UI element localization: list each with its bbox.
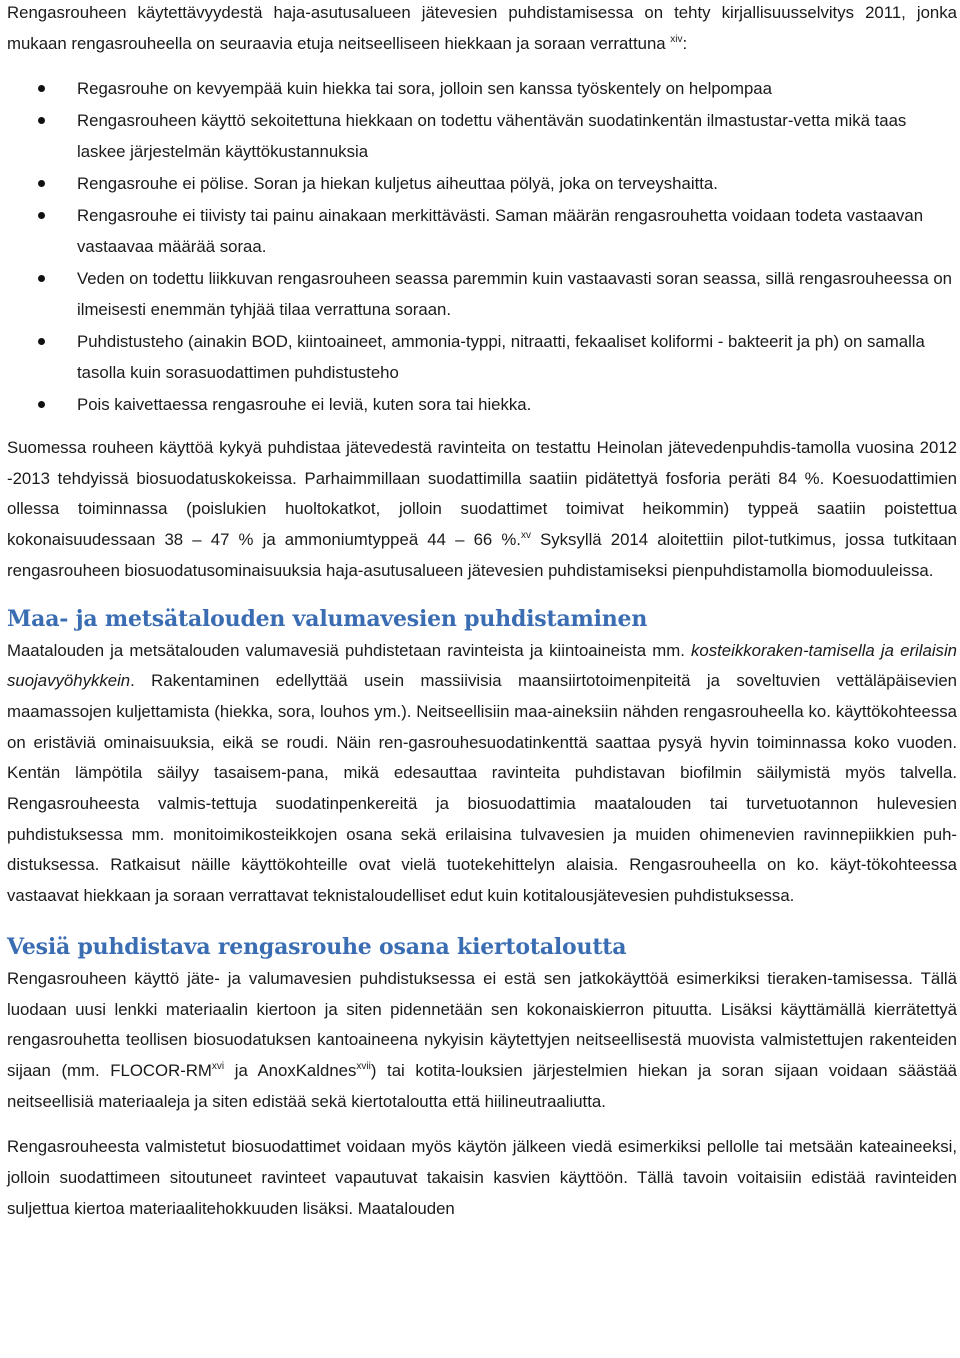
list-item — [7, 73, 957, 104]
list-item-text: Pois kaivettaessa rengasrouhe ei leviä, kuten sora tai hiekka. — [77, 395, 532, 414]
list-item-text: Veden on todettu liikkuvan rengasrouheen seassa paremmin kuin vastaavasti soran seassa, sillä rengasrouheessa on ilmeisesti enemmän tyhjää tilaa verrattuna soraan. — [77, 269, 953, 319]
bullet-icon — [38, 401, 45, 408]
list-item — [7, 389, 957, 420]
list-item-text: Rengasrouhe ei tiivisty tai painu ainakaan merkittävästi. Saman määrän rengasrouhetta voidaan todeta vastaavan vastaavaa määrää soraa. — [77, 206, 924, 256]
kierto-text-a: Rengasrouheen käyttö jäte- ja valumavesien puhdistuksessa ei estä sen jatkokäyttöä esimerkiksi tieraken-tamisessa. Tällä luodaan uusi lenkki materiaalin kiertoon ja siten pidennetään sen kokonaiskierron pituutta. Lisäksi käyttämällä kierrätettyä rengasrouhetta teollisen biosuodatuksen kantoaineena nykyisin käytettyjen neitseellisestä muovista valmistettujen rakenteiden sijaan (mm. FLOCOR-RM — [7, 968, 957, 1080]
bullet-icon — [38, 212, 45, 219]
list-item-text: Rengasrouhe ei pölise. Soran ja hiekan kuljetus aiheuttaa pölyä, joka on terveyshaitta. — [77, 174, 718, 193]
list-item — [7, 168, 957, 199]
list-item-text: Puhdistusteho (ainakin BOD, kiintoaineet, ammonia-typpi, nitraatti, fekaaliset koliformi - bakteerit ja ph) on samalla tasolla kuin sorasuodattimen puhdistusteho — [77, 332, 925, 382]
list-item — [7, 200, 957, 262]
heinola-paragraph — [7, 433, 957, 587]
list-item — [7, 326, 957, 388]
intro-paragraph — [7, 0, 957, 59]
valuma-text-italic: kosteikkoraken-tamisella ja erilaisin suojavyöhykkein — [7, 640, 958, 691]
kierto-paragraph — [7, 964, 957, 1118]
footnote-ref-xiv[interactable]: xiv — [670, 33, 683, 45]
heading-kiertotalous: Vesiä puhdistava rengasrouhe osana kiertotaloutta — [7, 933, 627, 960]
final-paragraph: Rengasrouheesta valmistetut biosuodattimet voidaan myös käytön jälkeen viedä esimerkiksi pellolle tai metsään kateaineeksi, jolloin suodattimeen sitoutuneet ravinteet vapautuvat takaisin kasvien käyttöön. Tällä tavoin voitaisiin edistää ravinteiden suljettua kiertoa materiaalitehokkuuden lisäksi. Maatalouden — [7, 1137, 957, 1218]
valuma-text-b: . Rakentaminen edellyttää usein massiivisia maansiirtotoimenpiteitä ja soveltuvien vettäläpäisevien maamassojen kuljettamista (hiekka, sora, louhos ym.). Neitseellisiin maa-aineksiin nähden rengasrouheella ko. käyttökohteessa on eristäviä ominaisuuksia, eikä se roudi. Näin ren-gasrouhesuodatinkenttä saattaa pysyä hyvin toiminnassa koko vuoden. Kentän lämpötila säilyy tasaisem-pana, mikä edesauttaa ravinteita puhdistavan biofilmin säilymistä myös talvella. Rengasrouheesta valmis-tettuja suodatinpenkereitä ja biosuodattimia maatalouden tai turvetuotannon hulevesien puhdistuksessa mm. monitoimikosteikkojen osana sekä erilaisina tulvavesien ja muiden ohimenevien ravinnepiikkien puh-distuksessa. Ratkaisut näille käyttökohteille ovat vielä tuotekehittelyn alaisia. Rengasrouheella on ko. käyt-tökohteessa vastaavat hiekkaan ja soraan verrattavat teknistaloudelliset edut kuin kotitalousjätevesien puhdistuksessa. — [7, 671, 957, 906]
bullet-icon — [38, 85, 45, 92]
intro-text: Rengasrouheen käytettävyydestä haja-asutusalueen jätevesien puhdistamisessa on tehty kirjallisuusselvitys 2011, jonka mukaan rengasrouheella on seuraavia etuja neitseelliseen hiekkaan ja soraan verrattuna — [7, 3, 957, 53]
bullet-icon — [38, 275, 45, 282]
valuma-text-a: Maatalouden ja metsätalouden valumavesiä puhdistetaan ravinteista ja kiintoaineista mm. — [7, 640, 692, 660]
kierto-text-c: ) tai kotita-louksien järjestelmien hiekan ja soran sijaan voidaan säästää neitseellisiä materiaaleja ja siten edistää sekä kiertotaloutta että hiilineutraaliutta. — [7, 1060, 957, 1111]
footnote-ref-xv[interactable]: xv — [520, 530, 531, 542]
kierto-text-b: ja AnoxKaldnes — [224, 1060, 357, 1080]
heading-valumavedet: Maa- ja metsätalouden valumavesien puhdistaminen — [7, 605, 648, 632]
bullet-icon — [38, 117, 45, 124]
list-item-text: Rengasrouheen käyttö sekoitettuna hiekkaan on todettu vähentävän suodatinkentän ilmastustar-vetta mikä taas laskee järjestelmän käyttökustannuksia — [77, 111, 907, 161]
footnote-ref-xvi[interactable]: xvi — [211, 1060, 225, 1072]
list-item-text: Regasrouhe on kevyempää kuin hiekka tai sora, jolloin sen kanssa työskentely on helpompaa — [77, 79, 772, 98]
intro-colon: : — [682, 33, 688, 53]
bullet-icon — [38, 338, 45, 345]
list-item — [7, 263, 957, 325]
footnote-ref-xvii[interactable]: xvii — [356, 1060, 371, 1072]
heinola-text-a: Suomessa rouheen käyttöä kykyä puhdistaa jätevedestä ravinteita on testattu Heinolan jätevedenpuhdis-tamolla vuosina 2012 -2013 tehdyissä biosuodatuskokeissa. Parhaimmillaan suodattimilla saatiin pidätettyä fosforia peräti 84 %. Koesuodattimien ollessa toiminnassa (poislukien huoltokatkot, jolloin suodattimet toimivat heikommin) typpeä saatiin poistettua kokonaisuudessaan 38 – 47 % ja ammoniumtyppeä 44 – 66 %. — [7, 438, 957, 550]
list-item — [7, 105, 957, 167]
bullet-icon — [38, 180, 45, 187]
heinola-text-b: Syksyllä 2014 aloitettiin pilot-tutkimus, jossa tutkitaan rengasrouheen biosuodatusominaisuuksia haja-asutusalueen jätevesien puhdistamiseksi pienpuhdistamolla biomoduuleissa. — [7, 530, 957, 580]
advantages-list — [7, 73, 957, 420]
document-page — [7, 0, 957, 1224]
valuma-paragraph — [7, 636, 957, 912]
